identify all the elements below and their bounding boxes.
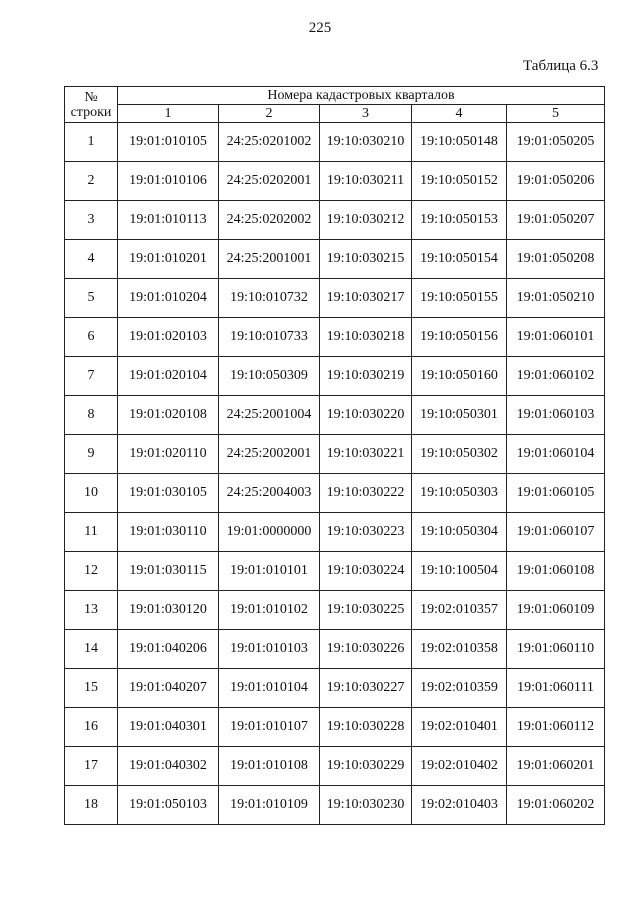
quarter-number-cell: 19:10:050302 bbox=[412, 435, 507, 474]
quarter-number-cell: 19:02:010359 bbox=[412, 669, 507, 708]
quarter-number-cell: 19:01:010201 bbox=[118, 240, 219, 279]
quarter-number-cell: 19:10:030217 bbox=[320, 279, 412, 318]
row-number-cell: 6 bbox=[65, 318, 118, 357]
quarter-number-cell: 19:10:010733 bbox=[219, 318, 320, 357]
quarter-number-cell: 24:25:2001001 bbox=[219, 240, 320, 279]
quarter-number-cell: 19:10:050148 bbox=[412, 123, 507, 162]
table-row bbox=[65, 396, 605, 435]
quarter-number-cell: 19:10:030226 bbox=[320, 630, 412, 669]
quarter-number-cell: 19:02:010357 bbox=[412, 591, 507, 630]
table-row bbox=[65, 591, 605, 630]
row-number-header bbox=[65, 87, 118, 123]
table-row bbox=[65, 435, 605, 474]
row-number-cell: 14 bbox=[65, 630, 118, 669]
row-number-cell: 15 bbox=[65, 669, 118, 708]
quarter-number-cell: 19:10:030227 bbox=[320, 669, 412, 708]
quarter-number-cell: 19:01:060101 bbox=[507, 318, 605, 357]
cadastral-quarters-table bbox=[64, 86, 605, 825]
quarter-number-cell: 24:25:0201002 bbox=[219, 123, 320, 162]
column-header: 3 bbox=[320, 105, 412, 123]
quarter-number-cell: 19:01:040207 bbox=[118, 669, 219, 708]
quarter-number-cell: 19:10:050154 bbox=[412, 240, 507, 279]
row-number-label: строки bbox=[70, 104, 112, 120]
table-row bbox=[65, 201, 605, 240]
quarter-number-cell: 19:02:010358 bbox=[412, 630, 507, 669]
table-row bbox=[65, 630, 605, 669]
table-body bbox=[65, 123, 605, 825]
quarter-number-cell: 19:01:040302 bbox=[118, 747, 219, 786]
quarter-number-cell: 24:25:0202002 bbox=[219, 201, 320, 240]
quarter-number-cell: 19:01:050103 bbox=[118, 786, 219, 825]
quarter-number-cell: 19:01:060104 bbox=[507, 435, 605, 474]
quarter-number-cell: 19:02:010401 bbox=[412, 708, 507, 747]
page-number: 225 bbox=[308, 20, 332, 36]
quarter-number-cell: 19:10:030223 bbox=[320, 513, 412, 552]
column-number-row bbox=[65, 105, 605, 123]
quarter-number-cell: 19:10:050303 bbox=[412, 474, 507, 513]
quarter-number-cell: 19:01:010104 bbox=[219, 669, 320, 708]
quarter-number-cell: 19:10:030230 bbox=[320, 786, 412, 825]
row-number-cell: 12 bbox=[65, 552, 118, 591]
table-row bbox=[65, 708, 605, 747]
table-row bbox=[65, 357, 605, 396]
quarter-number-cell: 19:01:050205 bbox=[507, 123, 605, 162]
quarter-number-cell: 19:10:050304 bbox=[412, 513, 507, 552]
quarter-number-cell: 19:02:010402 bbox=[412, 747, 507, 786]
table-row bbox=[65, 318, 605, 357]
quarter-number-cell: 19:01:010204 bbox=[118, 279, 219, 318]
row-number-cell: 16 bbox=[65, 708, 118, 747]
quarter-number-cell: 19:01:060102 bbox=[507, 357, 605, 396]
quarter-number-cell: 24:25:2001004 bbox=[219, 396, 320, 435]
row-number-cell: 18 bbox=[65, 786, 118, 825]
quarter-number-cell: 19:10:030225 bbox=[320, 591, 412, 630]
row-number-cell: 2 bbox=[65, 162, 118, 201]
table-row bbox=[65, 279, 605, 318]
table-row bbox=[65, 513, 605, 552]
row-number-cell: 11 bbox=[65, 513, 118, 552]
quarter-number-cell: 19:01:010103 bbox=[219, 630, 320, 669]
quarter-number-cell: 19:02:010403 bbox=[412, 786, 507, 825]
quarter-number-cell: 19:10:030211 bbox=[320, 162, 412, 201]
quarter-number-cell: 19:01:050206 bbox=[507, 162, 605, 201]
table-row bbox=[65, 786, 605, 825]
quarter-number-cell: 19:01:030115 bbox=[118, 552, 219, 591]
quarter-number-cell: 24:25:0202001 bbox=[219, 162, 320, 201]
quarter-number-cell: 19:01:030120 bbox=[118, 591, 219, 630]
quarter-number-cell: 19:01:010107 bbox=[219, 708, 320, 747]
quarter-number-cell: 19:01:0000000 bbox=[219, 513, 320, 552]
quarter-number-cell: 19:10:050152 bbox=[412, 162, 507, 201]
quarter-number-cell: 19:01:060107 bbox=[507, 513, 605, 552]
table-row bbox=[65, 162, 605, 201]
quarter-number-cell: 19:10:030219 bbox=[320, 357, 412, 396]
quarter-number-cell: 19:10:050153 bbox=[412, 201, 507, 240]
table-row bbox=[65, 747, 605, 786]
quarter-number-cell: 19:10:050309 bbox=[219, 357, 320, 396]
row-number-symbol: № bbox=[84, 89, 98, 105]
quarter-number-cell: 19:10:030210 bbox=[320, 123, 412, 162]
quarter-number-cell: 19:01:010109 bbox=[219, 786, 320, 825]
row-number-cell: 3 bbox=[65, 201, 118, 240]
quarter-number-cell: 19:10:050160 bbox=[412, 357, 507, 396]
quarter-number-cell: 19:01:060105 bbox=[507, 474, 605, 513]
quarter-number-cell: 19:10:030228 bbox=[320, 708, 412, 747]
row-number-cell: 8 bbox=[65, 396, 118, 435]
row-number-cell: 7 bbox=[65, 357, 118, 396]
quarter-number-cell: 19:01:060103 bbox=[507, 396, 605, 435]
quarter-number-cell: 19:01:060109 bbox=[507, 591, 605, 630]
quarter-number-cell: 19:01:020103 bbox=[118, 318, 219, 357]
row-number-cell: 5 bbox=[65, 279, 118, 318]
quarter-number-cell: 19:01:010108 bbox=[219, 747, 320, 786]
quarter-number-cell: 19:10:050155 bbox=[412, 279, 507, 318]
quarter-number-cell: 19:01:020104 bbox=[118, 357, 219, 396]
table-caption: Таблица 6.3 bbox=[523, 58, 599, 74]
quarter-number-cell: 19:01:030110 bbox=[118, 513, 219, 552]
quarter-number-cell: 19:01:040301 bbox=[118, 708, 219, 747]
quarter-number-cell: 19:10:030220 bbox=[320, 396, 412, 435]
quarter-number-cell: 19:01:060108 bbox=[507, 552, 605, 591]
quarter-number-cell: 19:01:010113 bbox=[118, 201, 219, 240]
row-number-cell: 17 bbox=[65, 747, 118, 786]
quarter-number-cell: 19:01:050208 bbox=[507, 240, 605, 279]
quarter-number-cell: 19:10:010732 bbox=[219, 279, 320, 318]
quarter-number-cell: 19:01:060111 bbox=[507, 669, 605, 708]
quarter-number-cell: 19:10:050301 bbox=[412, 396, 507, 435]
row-number-cell: 4 bbox=[65, 240, 118, 279]
quarter-number-cell: 19:10:030222 bbox=[320, 474, 412, 513]
quarter-number-cell: 19:01:020110 bbox=[118, 435, 219, 474]
quarter-number-cell: 19:10:030218 bbox=[320, 318, 412, 357]
quarter-number-cell: 19:01:010106 bbox=[118, 162, 219, 201]
table-row bbox=[65, 474, 605, 513]
quarter-number-cell: 19:10:030224 bbox=[320, 552, 412, 591]
quarter-number-cell: 19:10:030212 bbox=[320, 201, 412, 240]
quarter-number-cell: 19:10:030221 bbox=[320, 435, 412, 474]
quarter-number-cell: 19:01:020108 bbox=[118, 396, 219, 435]
quarter-number-cell: 19:01:050210 bbox=[507, 279, 605, 318]
group-header: Номера кадастровых кварталов bbox=[118, 87, 605, 105]
quarter-number-cell: 19:01:010101 bbox=[219, 552, 320, 591]
table-header-row bbox=[65, 87, 605, 105]
quarter-number-cell: 19:01:050207 bbox=[507, 201, 605, 240]
quarter-number-cell: 19:01:060112 bbox=[507, 708, 605, 747]
quarter-number-cell: 19:01:010102 bbox=[219, 591, 320, 630]
column-header: 2 bbox=[219, 105, 320, 123]
quarter-number-cell: 19:10:100504 bbox=[412, 552, 507, 591]
table-row bbox=[65, 240, 605, 279]
quarter-number-cell: 19:10:030229 bbox=[320, 747, 412, 786]
table-row bbox=[65, 669, 605, 708]
quarter-number-cell: 19:01:060202 bbox=[507, 786, 605, 825]
quarter-number-cell: 19:10:050156 bbox=[412, 318, 507, 357]
table-row bbox=[65, 123, 605, 162]
quarter-number-cell: 24:25:2002001 bbox=[219, 435, 320, 474]
row-number-cell: 13 bbox=[65, 591, 118, 630]
row-number-cell: 9 bbox=[65, 435, 118, 474]
quarter-number-cell: 19:01:060201 bbox=[507, 747, 605, 786]
table-row bbox=[65, 552, 605, 591]
quarter-number-cell: 19:01:060110 bbox=[507, 630, 605, 669]
quarter-number-cell: 24:25:2004003 bbox=[219, 474, 320, 513]
quarter-number-cell: 19:10:030215 bbox=[320, 240, 412, 279]
quarter-number-cell: 19:01:010105 bbox=[118, 123, 219, 162]
column-header: 4 bbox=[412, 105, 507, 123]
column-header: 1 bbox=[118, 105, 219, 123]
column-header: 5 bbox=[507, 105, 605, 123]
quarter-number-cell: 19:01:040206 bbox=[118, 630, 219, 669]
row-number-cell: 10 bbox=[65, 474, 118, 513]
row-number-cell: 1 bbox=[65, 123, 118, 162]
quarter-number-cell: 19:01:030105 bbox=[118, 474, 219, 513]
